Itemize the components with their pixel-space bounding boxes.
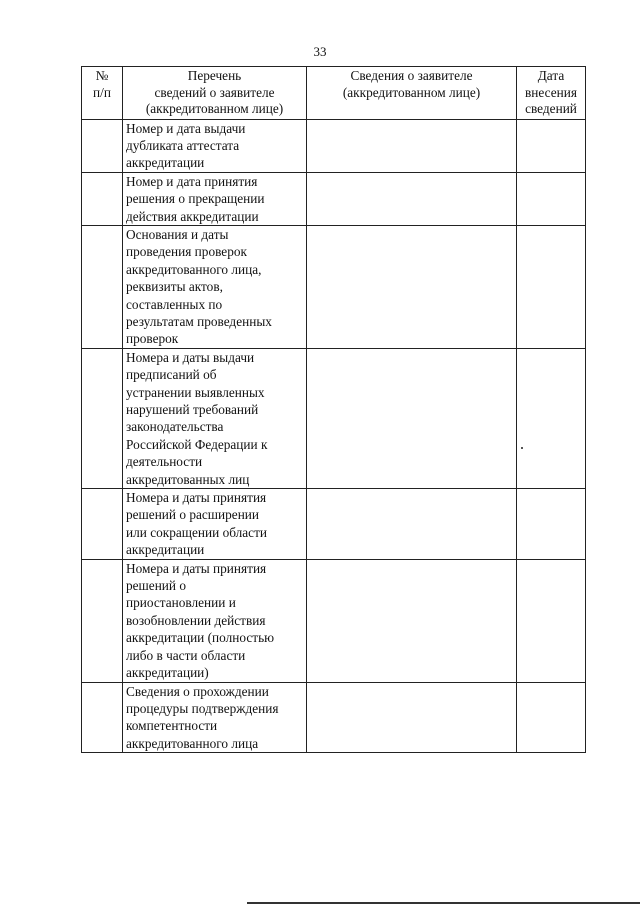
cell-applicant-info	[307, 682, 517, 753]
cell-number	[82, 225, 123, 348]
header-applicant-info	[307, 67, 517, 120]
cell-number	[82, 682, 123, 753]
header-entry-date	[517, 67, 586, 120]
table-header-row	[82, 67, 586, 120]
cell-applicant-info	[307, 172, 517, 225]
cell-label	[123, 489, 307, 560]
cell-label	[123, 119, 307, 172]
cell-number	[82, 119, 123, 172]
row-label: Номер и дата выдачи дубликата аттестата аккредитации	[126, 120, 246, 171]
cell-number	[82, 172, 123, 225]
table-row	[82, 348, 586, 488]
row-label: Основания и даты проведения проверок аккредитованного лица, реквизиты актов, составленных по результатам проведенных проверок	[126, 226, 272, 347]
cell-applicant-info	[307, 119, 517, 172]
header-info-list	[123, 67, 307, 120]
cell-number	[82, 348, 123, 488]
header-entry-date-text: Дата внесения сведений	[525, 68, 577, 116]
cell-label	[123, 682, 307, 753]
cell-number	[82, 489, 123, 560]
cell-applicant-info	[307, 225, 517, 348]
cell-entry-date	[517, 348, 586, 488]
header-number-text: № п/п	[93, 68, 111, 100]
cell-entry-date	[517, 682, 586, 753]
header-info-list-text: Перечень сведений о заявителе (аккредитованном лице)	[145, 68, 284, 116]
cell-label	[123, 559, 307, 682]
bottom-edge-line	[247, 902, 640, 904]
table-row	[82, 559, 586, 682]
cell-label	[123, 225, 307, 348]
cell-entry-date	[517, 119, 586, 172]
header-applicant-info-text: Сведения о заявителе (аккредитованном лице)	[342, 68, 481, 100]
table-row	[82, 172, 586, 225]
cell-label	[123, 172, 307, 225]
cell-label	[123, 348, 307, 488]
cell-applicant-info	[307, 489, 517, 560]
row-label: Номера и даты принятия решений о расширении или сокращении области аккредитации	[126, 490, 268, 558]
table-row	[82, 682, 586, 753]
row-label: Номер и дата принятия решения о прекращении действия аккредитации	[126, 173, 265, 224]
cell-entry-date	[517, 225, 586, 348]
table-row	[82, 225, 586, 348]
header-number	[82, 67, 123, 120]
cell-applicant-info	[307, 559, 517, 682]
row-label: Сведения о прохождении процедуры подтверждения компетентности аккредитованного лица	[126, 683, 279, 751]
page-number: 33	[313, 44, 327, 59]
scan-speck	[521, 447, 523, 449]
table-row	[82, 489, 586, 560]
accreditation-info-table	[81, 66, 586, 753]
row-label: Номера и даты выдачи предписаний об устранении выявленных нарушений требований законодательства Российской Федерации к деятельности аккредитованных лиц	[126, 349, 268, 487]
cell-number	[82, 559, 123, 682]
cell-entry-date	[517, 172, 586, 225]
cell-applicant-info	[307, 348, 517, 488]
table-row	[82, 119, 586, 172]
cell-entry-date	[517, 489, 586, 560]
row-label: Номера и даты принятия решений о приостановлении и возобновлении действия аккредитации (полностью либо в части области аккредитации)	[126, 560, 275, 681]
cell-entry-date	[517, 559, 586, 682]
